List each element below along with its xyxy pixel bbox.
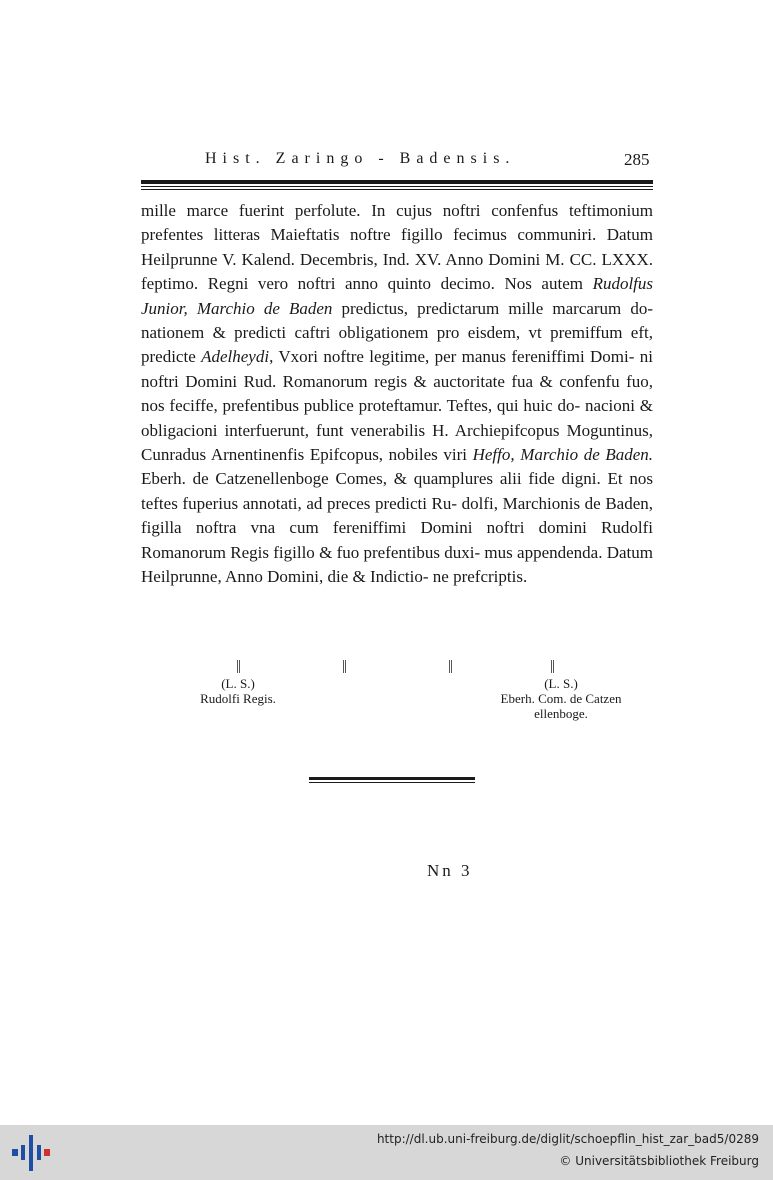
page-number: 285 [624, 150, 650, 169]
italic-name: Marchio de Baden. [520, 445, 654, 465]
text-line: noftri domini Rudolfi Romanorum Regis figillo & fuo prefentibus duxi- [141, 518, 653, 562]
end-rule-thin [309, 782, 475, 783]
text-line: predicte [141, 347, 196, 367]
text-line: predictus, predictarum mille marcarum do- [341, 298, 654, 318]
text-line: alii fide digni. Et nos teftes fuperius annotati, ad preces predicti Ru- [141, 469, 653, 513]
text-line: Eberh. de Catzenellenboge Comes, & quamplures [141, 469, 494, 489]
body-paragraph [141, 199, 653, 590]
header-rule-thin [141, 186, 653, 187]
seal-label: (L. S.) [221, 676, 255, 691]
text-line: nacioni & obligacioni interfuerunt, funt venerabilis H. Archiepifcopus [141, 396, 654, 440]
seal-mark: || [236, 658, 241, 674]
text-line: , Vxori noftre legitime, per manus fereniffimi Domi- [269, 347, 635, 367]
text-line: nationem & predicti caftri obligationem pro eisdem, vt premiffum eft, [141, 323, 653, 343]
text-line: fuo, nos feciffe, prefentibus publice proteftamur. Teftes, qui huic do- [141, 371, 653, 416]
text-line: ni noftri Domini Rud. Romanorum regis & auctoritate fua & confenfu [141, 347, 653, 391]
footer-bar [0, 1125, 773, 1180]
header-rule-thin-2 [141, 189, 653, 190]
italic-name: Rudolfus [592, 274, 654, 294]
end-rule-thick [309, 777, 475, 780]
seal-mark: || [448, 658, 453, 674]
seal-left [188, 676, 288, 706]
seal-name: Rudolfi Regis. [200, 691, 276, 706]
text-line: Moguntinus, Cunradus Arnentinenfis Epifcopus, nobiles viri [141, 420, 653, 465]
seal-mark: || [550, 658, 555, 674]
italic-name: Junior, Marchio de Baden [141, 298, 333, 318]
text-line: mille marce fuerint perfolute. In cujus noftri confenfus teftimonium [141, 201, 653, 220]
library-logo-icon [12, 1135, 52, 1171]
text-line: dolfi, Marchionis de Baden, figilla noftra vna cum fereniffimi Domini [141, 493, 654, 538]
seal-name: ellenboge. [534, 706, 588, 721]
text-line: Heilprunne V. Kalend. Decembris, Ind. XV. Anno Domini M. CC. LXXX. [141, 249, 653, 269]
signature-mark: Nn 3 [427, 861, 473, 880]
text-line: ne prefcriptis. [432, 567, 528, 587]
text-line: prefentes litteras Maieftatis noftre figillo fecimus communiri. Datum [141, 225, 653, 245]
seal-mark: || [342, 658, 347, 674]
header-rule-thick [141, 180, 653, 184]
text-line: mus appendenda. Datum Heilprunne, Anno Domini, die & Indictio- [141, 542, 654, 587]
copyright-text: © Universitätsbibliothek Freiburg [559, 1154, 759, 1168]
end-rule [309, 777, 475, 783]
header-rules [141, 180, 653, 192]
text-line: feptimo. Regni vero noftri anno quinto decimo. Nos autem [141, 274, 583, 294]
permalink-link[interactable]: http://dl.ub.uni-freiburg.de/diglit/schoepflin_hist_zar_bad5/0289 [376, 1132, 759, 1146]
seal-name: Eberh. Com. de Catzen [500, 691, 622, 706]
italic-name: Adelheydi [201, 347, 270, 367]
seal-row [0, 658, 773, 728]
seal-right [486, 676, 636, 721]
seal-label: (L. S.) [544, 676, 578, 691]
running-title: Hist. Zaringo - Badensis. [205, 150, 516, 167]
italic-name: Heffo, [472, 445, 515, 465]
